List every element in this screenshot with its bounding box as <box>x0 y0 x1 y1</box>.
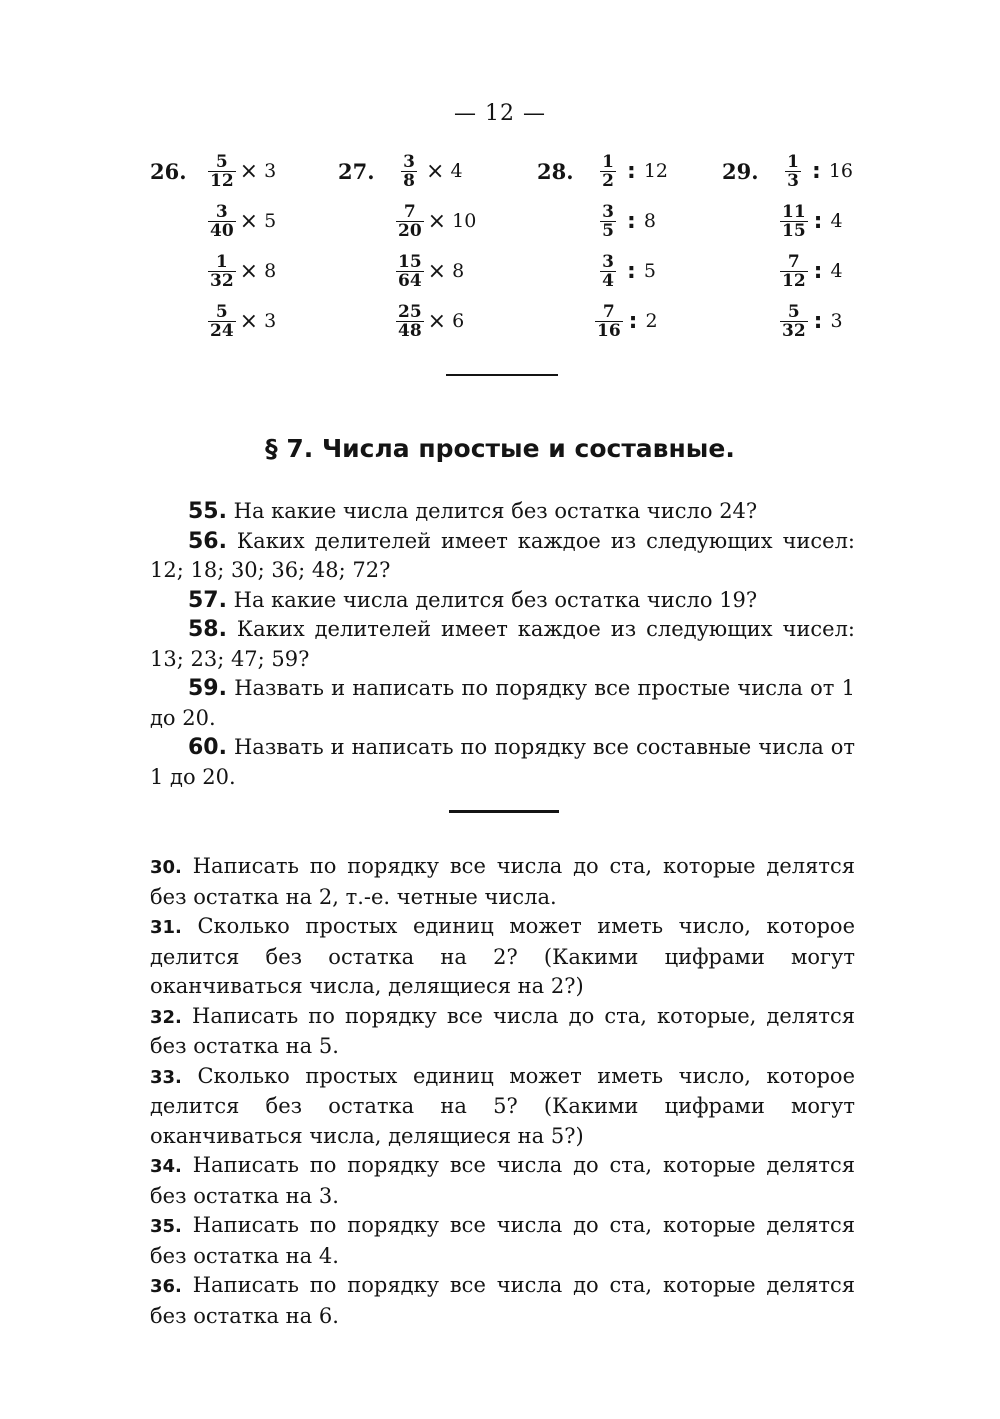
exercise-number: 26. <box>150 158 187 184</box>
problem-number: 32. <box>150 1006 182 1028</box>
fraction <box>208 153 236 190</box>
fraction-numerator: 7 <box>403 201 416 222</box>
operand: 8 <box>264 260 277 282</box>
exercise-row <box>150 196 276 246</box>
fraction <box>595 203 621 240</box>
exercise-row <box>722 296 853 346</box>
multiply-sign: × <box>427 258 447 284</box>
problem-text: Назвать и написать по порядку все простые числа от 1 до 20. <box>150 676 855 730</box>
exercise-row <box>338 196 476 246</box>
problem-text: Написать по порядку все числа до ста, которые, делятся без остатка на 5. <box>150 1003 855 1058</box>
problem-item <box>150 1062 855 1152</box>
fraction <box>780 153 806 190</box>
section7-problem-list <box>150 497 855 792</box>
problem-item <box>150 615 855 674</box>
fraction-denominator: 12 <box>782 270 806 291</box>
fraction-numerator: 3 <box>403 151 415 172</box>
section-heading: § 7. Числа простые и составные. <box>265 434 735 463</box>
operand: 12 <box>643 160 668 182</box>
section-divider <box>446 374 558 376</box>
fraction <box>396 203 424 240</box>
division-sign: : <box>813 258 823 284</box>
fraction-numerator: 1 <box>787 151 799 172</box>
exercise-row <box>722 246 853 296</box>
page-number: — 12 — <box>454 101 546 126</box>
operand: 2 <box>645 310 658 332</box>
fraction <box>396 303 424 340</box>
problem-number: 55. <box>188 499 227 524</box>
operand: 10 <box>452 210 477 232</box>
exercise-column-29 <box>722 146 853 346</box>
fraction-denominator: 12 <box>210 170 234 191</box>
fraction <box>780 203 808 240</box>
problem-number: 33. <box>150 1066 182 1088</box>
problem-item <box>150 1211 855 1271</box>
exercise-row <box>537 246 668 296</box>
problem-number: 59. <box>188 676 227 701</box>
problem-item <box>150 527 855 586</box>
problem-text: Каких делителей имеет каждое из следующих чисел: 12; 18; 30; 36; 48; 72? <box>150 528 855 582</box>
problem-text: Сколько простых единиц может иметь число, которое делится без остатка на 2? (Какими цифрами могут оканчиваться числа, делящиеся на 2?) <box>150 914 855 998</box>
problem-number: 57. <box>188 587 227 613</box>
operand: 4 <box>830 260 843 282</box>
problem-number: 58. <box>188 617 227 642</box>
fraction-denominator: 64 <box>398 270 422 291</box>
fraction-denominator: 32 <box>782 320 806 341</box>
problem-text: Сколько простых единиц может иметь число, которое делится без остатка на 5? (Какими цифрами могут оканчиваться числа, делящиеся на 5?) <box>150 1063 855 1148</box>
fraction <box>595 253 621 290</box>
problem-number: 60. <box>188 735 227 760</box>
fraction-denominator: 2 <box>602 170 614 191</box>
exercise-row <box>537 296 668 346</box>
fraction-denominator: 15 <box>782 220 806 241</box>
problem-number: 30. <box>150 857 182 878</box>
division-sign: : <box>628 308 638 334</box>
division-sign: : <box>813 208 823 234</box>
multiply-sign: × <box>239 208 259 234</box>
exercise-column-27 <box>338 146 476 346</box>
operand: 3 <box>830 310 843 332</box>
fraction <box>780 253 808 290</box>
exercise-number: 29. <box>722 158 759 184</box>
fraction <box>595 153 621 190</box>
fraction-denominator: 5 <box>602 220 614 241</box>
fraction-numerator: 5 <box>215 151 228 172</box>
fraction-denominator: 20 <box>398 220 422 241</box>
problem-item <box>150 1271 855 1331</box>
fraction-numerator: 5 <box>215 301 228 322</box>
operand: 8 <box>643 210 656 232</box>
multiply-sign: × <box>239 158 259 184</box>
lower-problem-list <box>150 852 855 1331</box>
fraction-denominator: 4 <box>602 270 614 291</box>
fraction-denominator: 16 <box>597 320 621 341</box>
problem-item <box>150 674 855 733</box>
fraction-numerator: 3 <box>602 251 614 272</box>
exercise-row <box>338 296 476 346</box>
division-sign: : <box>627 158 636 184</box>
problem-text: Написать по порядку все числа до ста, которые делятся без остатка на 3. <box>150 1153 855 1208</box>
multiply-sign: × <box>427 208 447 234</box>
fraction-denominator: 32 <box>210 270 234 291</box>
multiply-sign: × <box>239 308 259 334</box>
problem-text: На какие числа делится без остатка число 19? <box>226 587 758 612</box>
multiply-sign: × <box>426 158 445 184</box>
fraction-numerator: 1 <box>215 251 228 272</box>
exercise-row <box>338 146 476 196</box>
problem-item <box>150 912 855 1002</box>
exercise-row <box>338 246 476 296</box>
fraction <box>208 253 236 290</box>
problem-text: Назвать и написать по порядку все составные числа от 1 до 20. <box>150 735 855 789</box>
problem-number: 56. <box>188 528 227 554</box>
fraction-numerator: 5 <box>787 301 800 322</box>
problem-item <box>150 1002 855 1062</box>
fraction-denominator: 8 <box>403 170 415 191</box>
operand: 3 <box>264 160 277 182</box>
fraction <box>396 153 422 190</box>
problem-number: 31. <box>150 917 182 938</box>
problem-text: Написать по порядку все числа до ста, которые делятся без остатка на 2, т.-е. четные числа. <box>150 854 855 909</box>
problem-number: 34. <box>150 1156 182 1177</box>
section-divider <box>449 810 559 813</box>
division-sign: : <box>812 158 821 184</box>
fraction-numerator: 25 <box>398 301 422 322</box>
exercise-row <box>722 196 853 246</box>
exercise-column-28 <box>537 146 668 346</box>
problem-item <box>150 586 855 616</box>
fraction <box>208 203 236 240</box>
fraction-denominator: 48 <box>398 320 422 341</box>
fraction-numerator: 3 <box>602 201 614 222</box>
fraction <box>208 303 236 340</box>
exercise-row <box>537 196 668 246</box>
operand: 8 <box>452 260 465 282</box>
multiply-sign: × <box>427 308 447 334</box>
operand: 4 <box>830 210 843 232</box>
fraction-numerator: 7 <box>602 301 615 322</box>
problem-item <box>150 1151 855 1211</box>
problem-text: На какие числа делится без остатка число 24? <box>226 499 758 523</box>
division-sign: : <box>627 208 636 234</box>
fraction-numerator: 3 <box>215 201 228 222</box>
division-sign: : <box>627 258 636 284</box>
exercise-number: 28. <box>537 158 574 184</box>
problem-text: Написать по порядку все числа до ста, которые делятся без остатка на 4. <box>150 1213 855 1268</box>
exercise-row <box>537 146 668 196</box>
operand: 3 <box>264 310 277 332</box>
exercise-row <box>150 146 276 196</box>
problem-number: 36. <box>150 1276 182 1297</box>
fraction <box>780 303 808 340</box>
multiply-sign: × <box>239 258 259 284</box>
fraction-numerator: 7 <box>787 251 800 272</box>
division-sign: : <box>813 308 823 334</box>
problem-number: 35. <box>150 1216 182 1237</box>
problem-text: Каких делителей имеет каждое из следующих чисел: 13; 23; 47; 59? <box>150 617 855 671</box>
fraction-numerator: 15 <box>398 251 422 272</box>
operand: 16 <box>828 160 853 182</box>
exercise-number: 27. <box>338 158 375 184</box>
fraction <box>396 253 424 290</box>
fraction-denominator: 40 <box>210 220 234 241</box>
operand: 5 <box>643 260 656 282</box>
fraction <box>595 303 623 340</box>
operand: 5 <box>264 210 277 232</box>
fraction-numerator: 11 <box>782 201 806 222</box>
fraction-denominator: 3 <box>787 170 799 191</box>
problem-text: Написать по порядку все числа до ста, которые делятся без остатка на 6. <box>150 1273 855 1328</box>
operand: 4 <box>450 160 463 182</box>
exercise-column-26 <box>150 146 276 346</box>
exercise-row <box>722 146 853 196</box>
fraction-numerator: 1 <box>602 151 614 172</box>
problem-item <box>150 733 855 792</box>
exercise-row <box>150 296 276 346</box>
fraction-denominator: 24 <box>210 320 234 341</box>
problem-item <box>150 497 855 527</box>
problem-item <box>150 852 855 912</box>
operand: 6 <box>452 310 465 332</box>
exercise-row <box>150 246 276 296</box>
